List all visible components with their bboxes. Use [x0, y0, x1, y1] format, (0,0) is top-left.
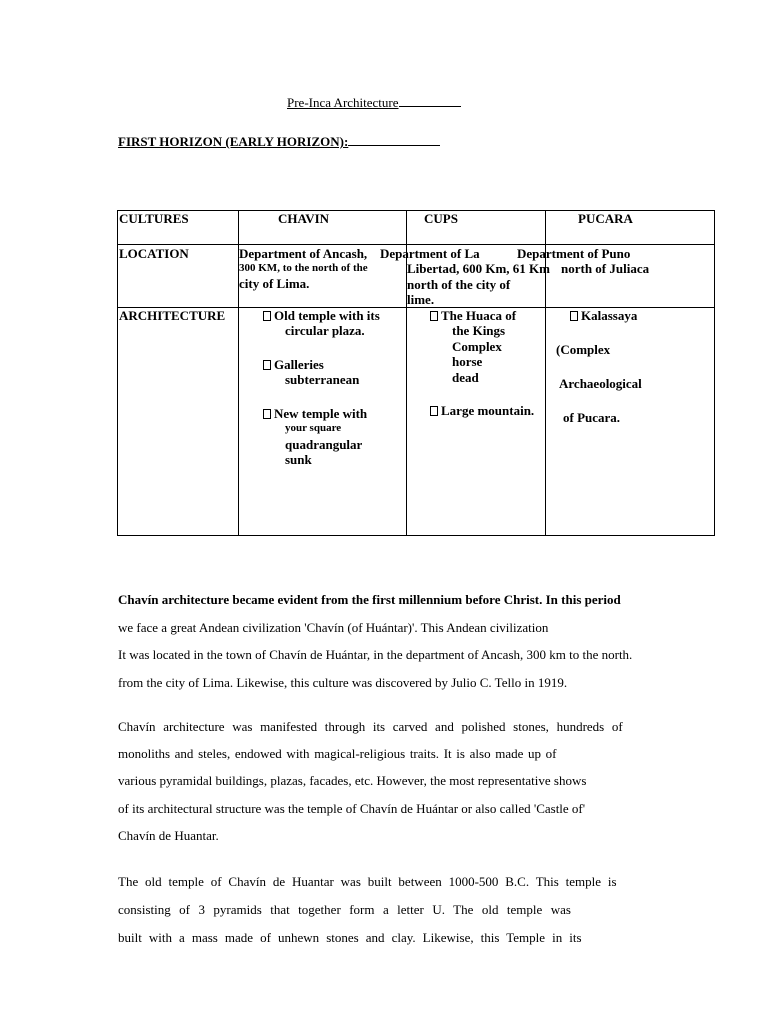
- bullet-box-icon: [263, 311, 271, 321]
- location-pucara-line: north of Juliaca: [561, 261, 650, 276]
- architecture-pucara-line: (Complex: [556, 342, 611, 357]
- paragraph-line: various pyramidal buildings, plazas, facades, etc. However, the most representative shows: [118, 773, 587, 788]
- section-heading: [118, 134, 440, 150]
- row-label-location: LOCATION: [119, 246, 189, 261]
- architecture-chavin-item: [263, 308, 380, 324]
- architecture-chavin-line: New temple with: [274, 406, 368, 421]
- architecture-pucara-line: of Pucara.: [563, 410, 621, 425]
- architecture-chavin-line: circular plaza.: [285, 323, 365, 338]
- paragraph-line: from the city of Lima. Likewise, this culture was discovered by Julio C. Tello in 1919.: [118, 675, 568, 690]
- header-pucara: PUCARA: [578, 211, 633, 226]
- row-label-architecture: ARCHITECTURE: [119, 308, 226, 323]
- bullet-box-icon: [430, 406, 438, 416]
- architecture-chavin-line: Galleries: [274, 357, 324, 372]
- location-cups-line: Department of La: [380, 246, 480, 261]
- title-underline-blank: [399, 95, 461, 107]
- document-title: [287, 95, 461, 111]
- location-chavin-line: 300 KM, to the north of the: [239, 262, 368, 274]
- paragraph-line: Chavín de Huantar.: [118, 828, 219, 843]
- header-chavin: CHAVIN: [278, 211, 330, 226]
- bullet-box-icon: [263, 360, 271, 370]
- bullet-box-icon: [263, 409, 271, 419]
- paragraph-line: we face a great Andean civilization 'Chavín (of Huántar)'. This Andean civilization: [118, 620, 549, 635]
- table-row-divider: [117, 244, 715, 245]
- architecture-chavin-line: sunk: [285, 452, 312, 467]
- paragraph-line: Chavín architecture was manifested through its carved and polished stones, hundreds of: [118, 719, 623, 734]
- document-title-text: Pre-Inca Architecture: [287, 95, 399, 110]
- table-border-bottom: [117, 535, 715, 536]
- architecture-cups-line: the Kings: [452, 323, 506, 338]
- architecture-chavin-item: [263, 406, 367, 422]
- table-border-left: [117, 210, 118, 535]
- architecture-chavin-line: quadrangular: [285, 437, 363, 452]
- location-pucara-line: Department of Puno: [517, 246, 631, 261]
- section-heading-text: FIRST HORIZON (EARLY HORIZON):: [118, 134, 349, 149]
- location-cups-line: lime.: [407, 292, 435, 307]
- location-chavin-line: city of Lima.: [239, 276, 310, 291]
- table-border-right: [714, 210, 715, 535]
- architecture-cups-line: Large mountain.: [441, 403, 535, 418]
- header-cultures: CULTURES: [119, 211, 189, 226]
- architecture-cups-line: dead: [452, 370, 479, 385]
- architecture-chavin-line: your square: [285, 422, 342, 434]
- architecture-cups-line: horse: [452, 354, 483, 369]
- architecture-cups-item: [430, 403, 534, 419]
- bullet-box-icon: [430, 311, 438, 321]
- architecture-cups-item: [430, 308, 516, 324]
- location-chavin-line: Department of Ancash,: [239, 246, 368, 261]
- location-cups-line: Libertad, 600 Km, 61 Km: [407, 261, 550, 276]
- header-cups: CUPS: [424, 211, 458, 226]
- architecture-pucara-line: Archaeological: [559, 376, 642, 391]
- bullet-box-icon: [570, 311, 578, 321]
- architecture-chavin-line: subterranean: [285, 372, 360, 387]
- paragraph-line: monoliths and steles, endowed with magical-religious traits. It is also made up of: [118, 746, 557, 761]
- paragraph-line: It was located in the town of Chavín de Huántar, in the department of Ancash, 300 km to the north.: [118, 647, 633, 662]
- architecture-cups-line: Complex: [452, 339, 502, 354]
- architecture-chavin-item: [263, 357, 324, 373]
- architecture-pucara-item: [570, 308, 637, 324]
- heading-underline-blank: [348, 134, 440, 146]
- paragraph-line: of its architectural structure was the temple of Chavín de Huántar or also called 'Castle of': [118, 801, 586, 816]
- paragraph-line: built with a mass made of unhewn stones and clay. Likewise, this Temple in its: [118, 930, 582, 945]
- architecture-cups-line: The Huaca of: [441, 308, 517, 323]
- architecture-pucara-line: Kalassaya: [581, 308, 638, 323]
- location-cups-line: north of the city of: [407, 277, 511, 292]
- architecture-chavin-line: Old temple with its: [274, 308, 380, 323]
- paragraph-line: Chavín architecture became evident from the first millennium before Christ. In this period: [118, 592, 621, 607]
- paragraph-line: consisting of 3 pyramids that together form a letter U. The old temple was: [118, 902, 571, 917]
- paragraph-line: The old temple of Chavín de Huantar was built between 1000-500 B.C. This temple is: [118, 874, 617, 889]
